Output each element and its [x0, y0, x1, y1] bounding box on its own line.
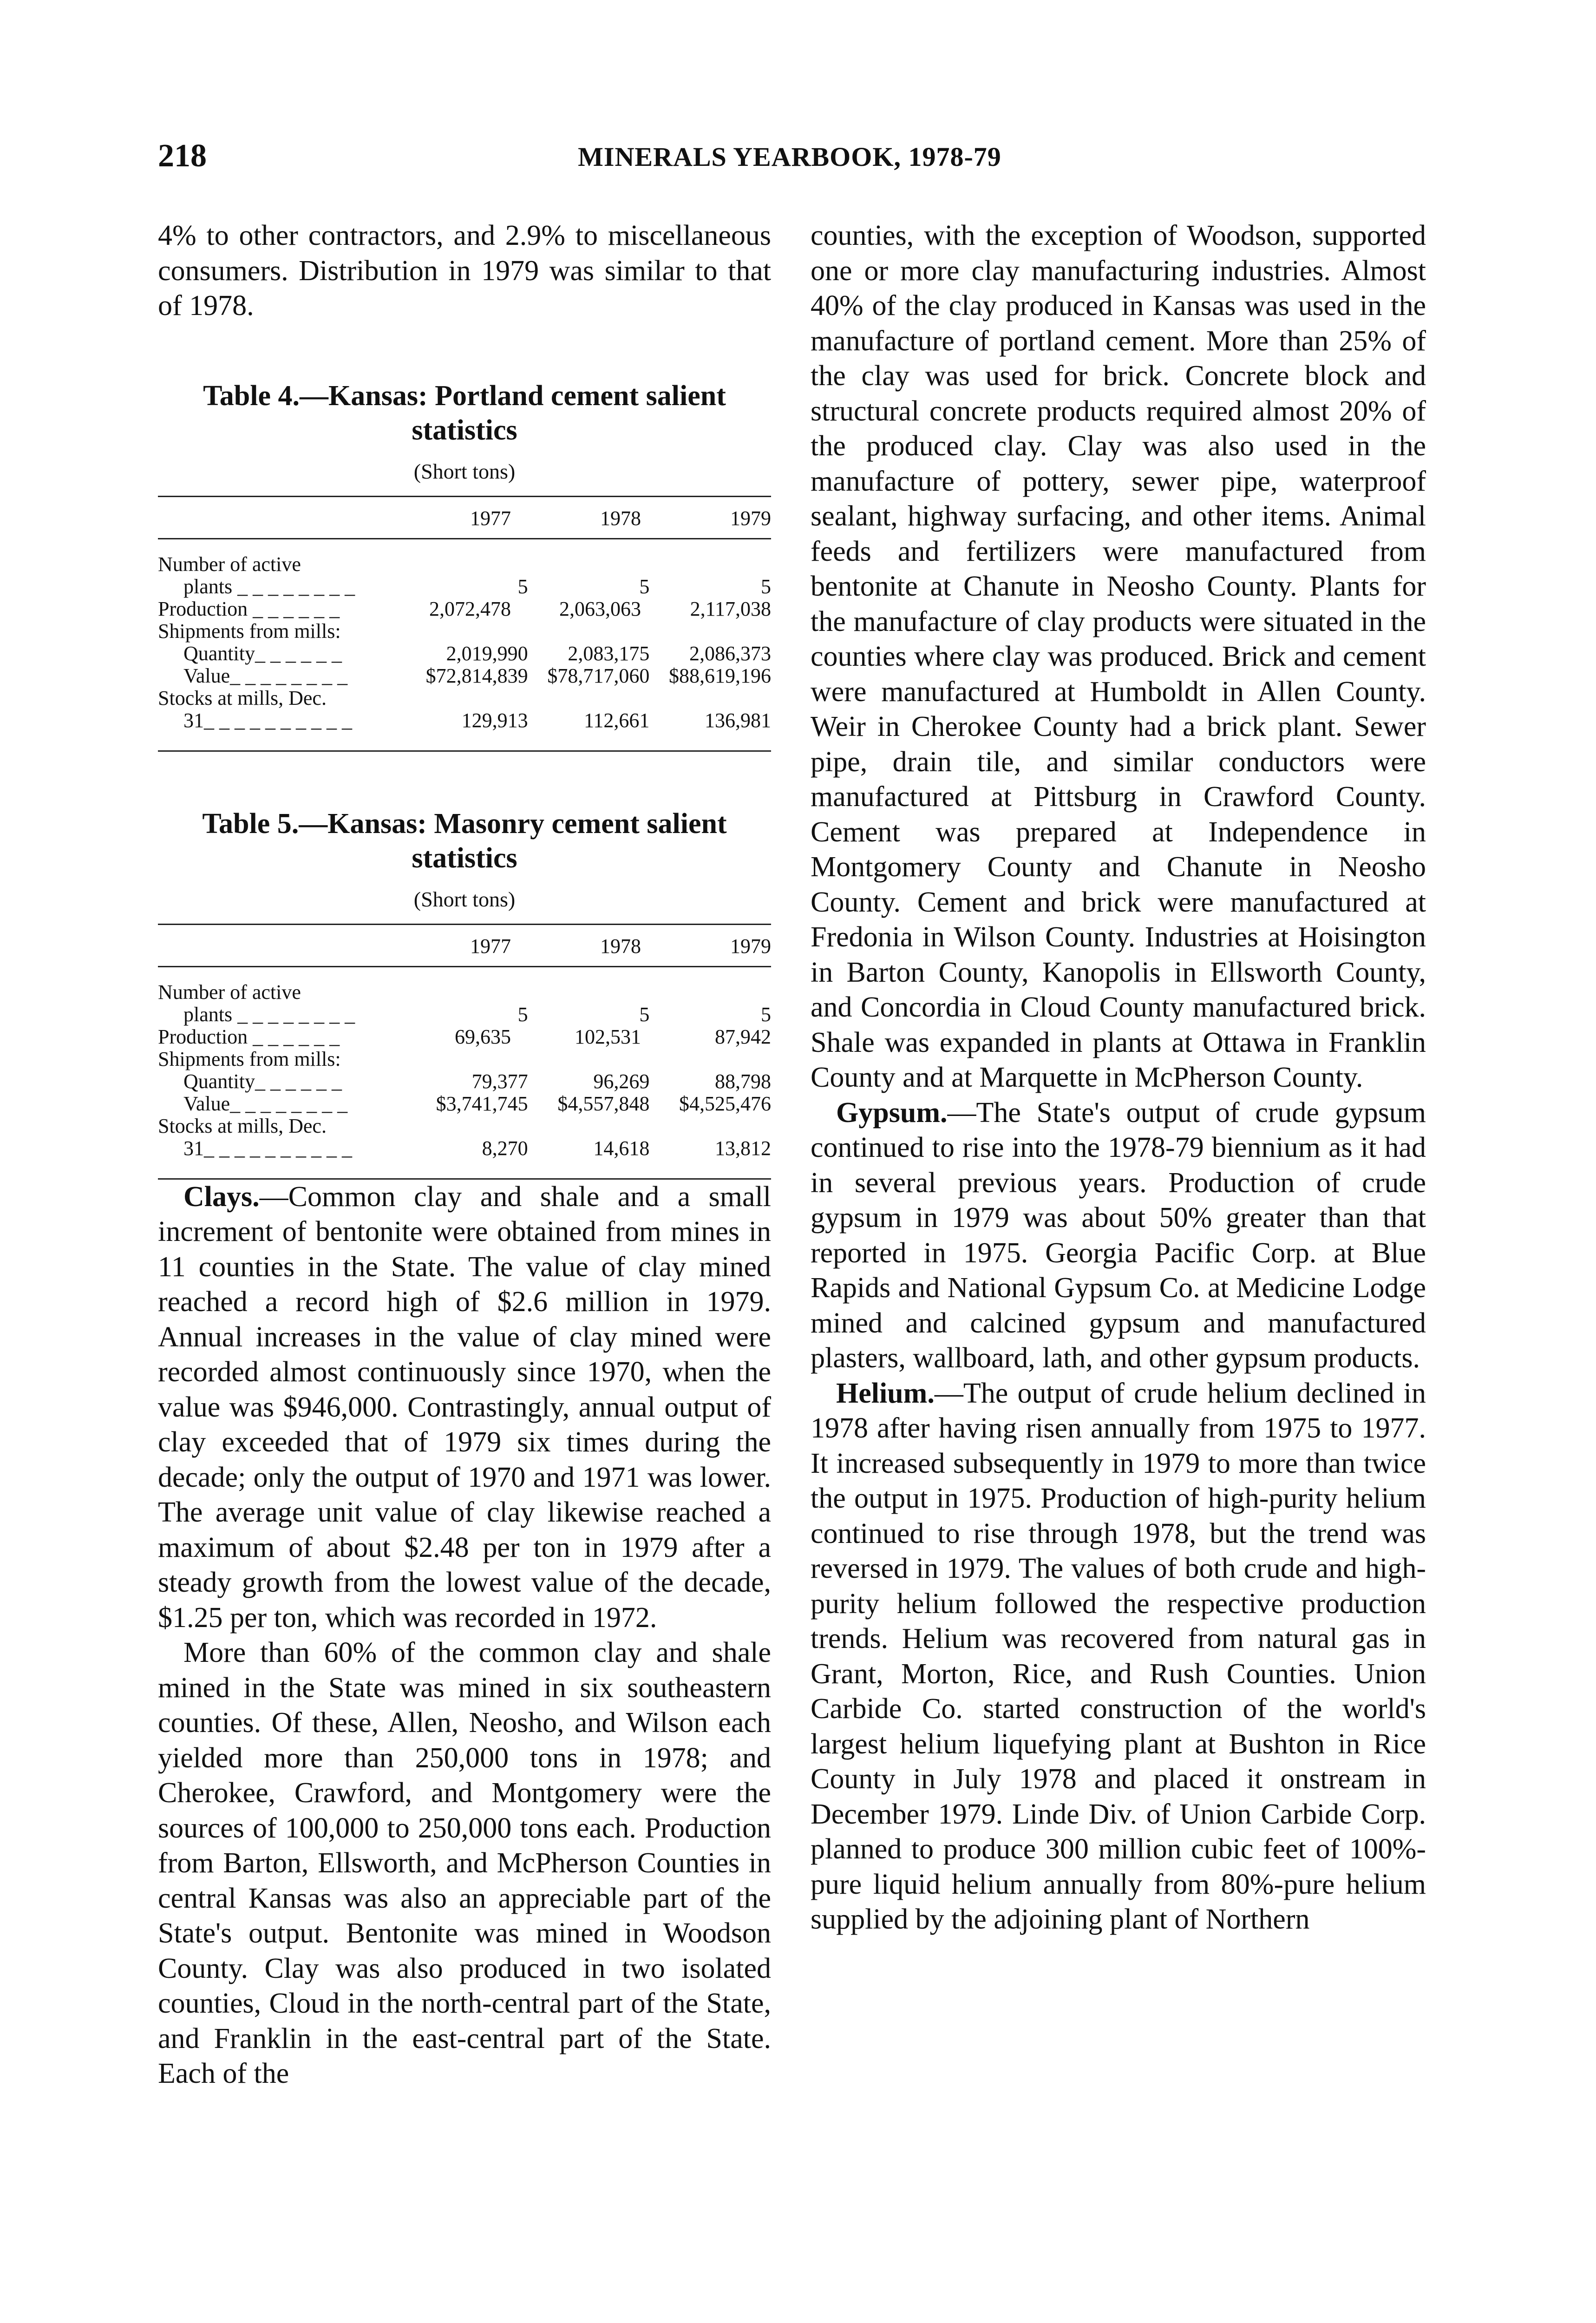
column-header: 1978	[600, 506, 641, 530]
table-row: plants _ _ _ _ _ _ _ _ 5 5 5	[183, 1003, 772, 1026]
page-number: 218	[158, 138, 207, 174]
table-row: Production _ _ _ _ _ _ 69,635 102,531 87,942	[158, 1025, 771, 1048]
table-row: 31_ _ _ _ _ _ _ _ _ _ 129,913 112,661 136,981	[183, 709, 772, 732]
right-column	[811, 218, 1426, 1937]
column-header: 1977	[470, 506, 511, 530]
column-header: 1978	[600, 934, 641, 958]
table-4-title: Table 4.—Kansas: Portland cement salient statistics	[203, 380, 726, 446]
table-5	[158, 807, 771, 1180]
helium-heading: Helium.	[836, 1377, 935, 1409]
clay-industry-paragraph: counties, with the exception of Woodson, supported one or more clay manufacturing industries. Almost 40% of the clay produced in Kansas was used in the manufacture of portland cement. More than 25% of the clay was used for brick. Concrete block and structural concrete products required almost 20% of the produced clay. Clay was also used in the manufacture of pottery, sewer pipe, waterproof sealant, highway surfacing, and other items. Animal feeds and fertilizers were manufactured from bentonite at Chanute in Neosho County. Plants for the manufacture of clay products were situated in the counties where clay was produced. Brick and cement were manufactured at Humboldt in Allen County. Weir in Cherokee County had a brick plant. Sewer pipe, drain tile, and similar conductors were manufactured at Pittsburg in Crawford County. Cement was prepared at Independence in Montgomery County and Chanute in Neosho County. Cement and brick were manufactured at Fredonia in Wilson County. Industries at Hoisington in Barton County, Kanopolis in Ellsworth County, and Concordia in Cloud County manufactured brick. Shale was expanded in plants at Ottawa in Franklin County and at Marquette in McPherson County.	[811, 220, 1426, 1093]
column-header: 1977	[470, 934, 511, 958]
table-header-row	[158, 925, 771, 967]
table-row: Stocks at mills, Dec.	[158, 1114, 327, 1137]
helium-paragraph	[811, 1376, 1426, 1937]
table-row: Shipments from mills:	[158, 1047, 341, 1070]
table-header-row	[158, 497, 771, 539]
clays-text: —Common clay and shale and a small increment of bentonite were obtained from mines in 11 counties in the State. The value of clay mined reached a record high of $2.6 million in 1979. Annual increases in the value of clay mined were recorded almost continuously since 1970, when the value was $946,000. Contrastingly, annual output of clay exceeded that of 1979 six times during the decade; only the output of 1970 and 1971 was lower. The average unit value of clay likewise reached a maximum of about $2.48 per ton in 1979 after a steady growth from the lowest value of the decade, $1.25 per ton, which was recorded in 1972.	[158, 1181, 771, 1634]
column-header: 1979	[730, 934, 771, 958]
column-header: 1979	[730, 506, 771, 530]
running-head: MINERALS YEARBOOK, 1978-79	[578, 142, 1001, 172]
table-4-grid	[158, 496, 771, 752]
table-row: Quantity_ _ _ _ _ _ 2,019,990 2,083,175 2,086,373	[183, 642, 772, 665]
table-4-unit: (Short tons)	[413, 459, 516, 483]
table-row: Quantity_ _ _ _ _ _ 79,377 96,269 88,798	[183, 1070, 772, 1093]
gypsum-text: —The State's output of crude gypsum continued to rise into the 1978-79 biennium as it had in several previous years. Production of crude gypsum in 1979 was about 50% greater than that reported in 1975. Georgia Pacific Corp. at Blue Rapids and National Gypsum Co. at Medicine Lodge mined and calcined gypsum and manufactured plasters, wallboard, lath, and other gypsum products.	[811, 1096, 1426, 1374]
table-5-title: Table 5.—Kansas: Masonry cement salient statistics	[202, 807, 727, 874]
clays-paragraph	[158, 1180, 771, 1636]
table-row: Stocks at mills, Dec.	[158, 686, 327, 709]
table-5-grid	[158, 924, 771, 1180]
table-4	[158, 379, 771, 752]
table-5-unit: (Short tons)	[413, 887, 516, 911]
left-column	[158, 218, 771, 2092]
intro-paragraph: 4% to other contractors, and 2.9% to miscellaneous consumers. Distribution in 1979 was similar to that of 1978.	[158, 220, 771, 322]
table-row: Production _ _ _ _ _ _ 2,072,478 2,063,063 2,117,038	[158, 597, 771, 620]
table-row: Number of active	[158, 552, 301, 576]
clays-heading: Clays.	[183, 1181, 260, 1213]
gypsum-heading: Gypsum.	[836, 1096, 948, 1129]
table-row: Value_ _ _ _ _ _ _ _ $3,741,745 $4,557,848 $4,525,476	[183, 1092, 772, 1115]
table-row: Value_ _ _ _ _ _ _ _ $72,814,839 $78,717,060 $88,619,196	[183, 664, 772, 687]
table-row: 31_ _ _ _ _ _ _ _ _ _ 8,270 14,618 13,812	[183, 1136, 772, 1160]
gypsum-paragraph	[811, 1096, 1426, 1376]
table-row: Number of active	[158, 980, 301, 1004]
page-header	[158, 138, 1421, 189]
helium-text: —The output of crude helium declined in 1978 after having risen annually from 1975 to 1977. It increased subsequently in 1979 to more than twice the output in 1975. Production of high-purity helium continued to rise through 1978, but the trend was reversed in 1979. The values of both crude and high-purity helium followed the respective production trends. Helium was recovered from natural gas in Grant, Morton, Rice, and Rush Counties. Union Carbide Co. started construction of the world's largest helium liquefying plant at Bushton in Rice County in July 1978 and placed it onstream in December 1979. Linde Div. of Union Carbide Corp. planned to produce 300 million cubic feet of 100%-pure liquid helium annually from 80%-pure helium supplied by the adjoining plant of Northern	[811, 1377, 1426, 1935]
table-row: plants _ _ _ _ _ _ _ _ 5 5 5	[183, 575, 772, 598]
clays-paragraph-2: More than 60% of the common clay and shale mined in the State was mined in six southeastern counties. Of these, Allen, Neosho, and Wilson each yielded more than 250,000 tons in 1978; and Cherokee, Crawford, and Montgomery were the sources of 100,000 to 250,000 tons each. Production from Barton, Ellsworth, and McPherson Counties in central Kansas was also an appreciable part of the State's output. Bentonite was mined in Woodson County. Clay was also produced in two isolated counties, Cloud in the north-central part of the State, and Franklin in the east-central part of the State. Each of the	[158, 1637, 771, 2089]
table-row: Shipments from mills:	[158, 619, 341, 643]
